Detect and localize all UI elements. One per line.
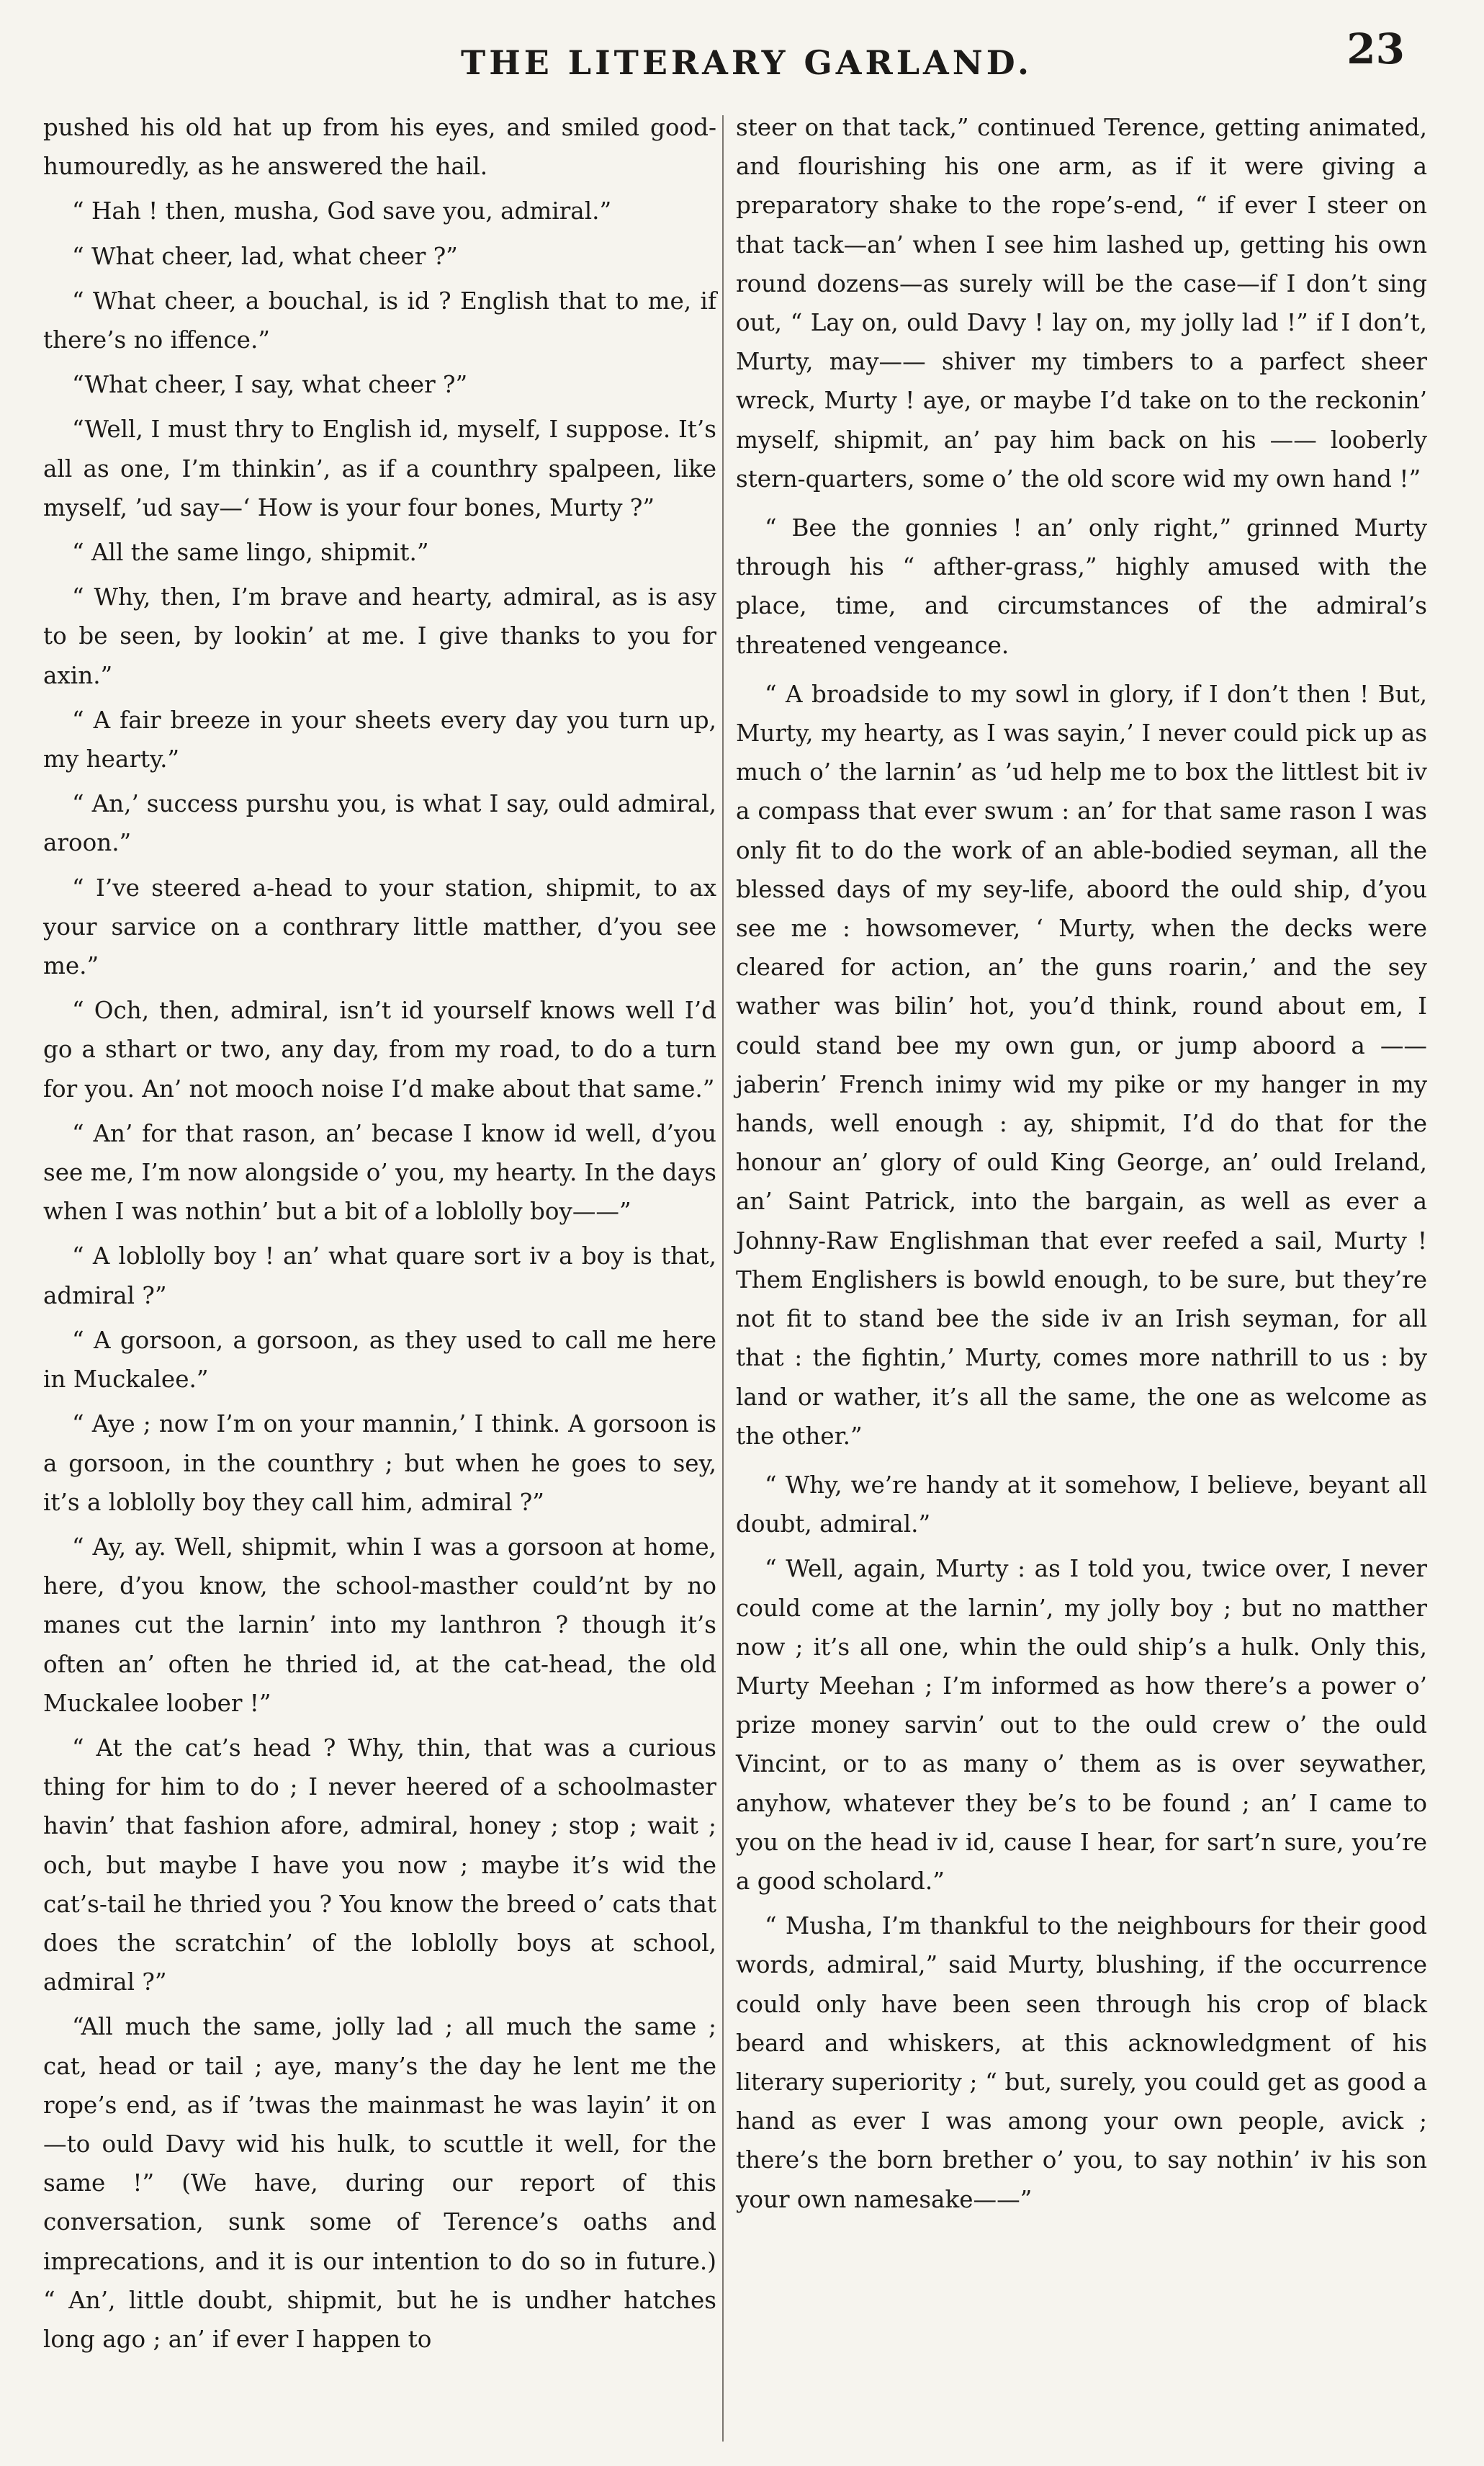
paragraph: “ Hah ! then, musha, God save you, admiral.” <box>72 197 612 225</box>
paragraph: “ A fair breeze in your sheets every day you turn up, my hearty.” <box>43 706 716 774</box>
paragraph: “ Why, then, I’m brave and hearty, admiral, as is asy to be seen, by lookin’ at me. I give thanks to you for axin.” <box>43 583 716 689</box>
paragraph: “ At the cat’s head ? Why, thin, that was a curious thing for him to do ; I never heered of a schoolmaster havin’ that fashion afore, admiral, honey ; stop ; wait ; och, but maybe I have you now ; maybe it’s wid the cat’s-tail he thried you ? You know the breed o’ cats that does the scratchin’ of the loblolly boys at school, admiral ?” <box>43 1734 716 1996</box>
paragraph: “ Why, we’re handy at it somehow, I believe, beyant all doubt, admiral.” <box>736 1471 1427 1538</box>
paragraph: “ A loblolly boy ! an’ what quare sort iv a boy is that, admiral ?” <box>43 1242 716 1309</box>
paragraph: “ Well, again, Murty : as I told you, twice over, I never could come at the larnin’, my jolly boy ; but no matther now ; it’s all one, whin the ould ship’s a hulk. Only this, Murty Meehan ; I’m informed as how there’s a power o’ prize money sarvin’ out to the ould crew o’ the ould Vincint, or to as many o’ them as is over seywather, anyhow, whatever they be’s to be found ; an’ I came to you on the head iv id, cause I hear, for sart’n sure, you’re a good scholard.” <box>736 1555 1427 1895</box>
paragraph: “ I’ve steered a-head to your station, shipmit, to ax your sarvice on a conthrary little matther, d’you see me.” <box>43 874 716 980</box>
running-title: THE LITERARY GARLAND. <box>461 43 1033 82</box>
paragraph: “ All the same lingo, shipmit.” <box>72 539 429 567</box>
right-column <box>736 108 1427 2225</box>
page-header <box>0 22 1484 86</box>
paragraph: “ An,’ success purshu you, is what I say, ould admiral, aroon.” <box>43 790 716 857</box>
paragraph: “All much the same, jolly lad ; all much the same ; cat, head or tail ; aye, many’s the day he lent me the rope’s end, as if ’twas the mainmast he was layin’ it on—to ould Davy wid his hulk, to scuttle it well, for the same !” (We have, during our report of this conversation, sunk some of Terence’s oaths and imprecations, and it is our intention to do so in future.) “ An’, little doubt, shipmit, but he is undher hatches long ago ; an’ if ever I happen to <box>43 2013 716 2353</box>
paragraph: pushed his old hat up from his eyes, and smiled good-humouredly, as he answered the hail. <box>43 114 716 181</box>
paragraph: “What cheer, I say, what cheer ?” <box>72 371 468 399</box>
paragraph: “ A gorsoon, a gorsoon, as they used to call me here in Muckalee.” <box>43 1326 716 1394</box>
paragraph: “ Och, then, admiral, isn’t id yourself knows well I’d go a sthart or two, any day, from my road, to do a turn for you. An’ not mooch noise I’d make about that same.” <box>43 997 716 1103</box>
paragraph: “ An’ for that rason, an’ becase I know id well, d’you see me, I’m now alongside o’ you, my hearty. In the days when I was nothin’ but a bit of a loblolly boy——” <box>43 1119 716 1226</box>
paragraph: “ Aye ; now I’m on your mannin,’ I think. A gorsoon is a gorsoon, in the counthry ; but when he goes to sey, it’s a loblolly boy they call him, admiral ?” <box>43 1410 716 1516</box>
paragraph: “ Musha, I’m thankful to the neighbours for their good words, admiral,” said Murty, blushing, if the occurrence could only have been seen through his crop of black beard and whiskers, at this acknowledgment of his literary superiority ; “ but, surely, you could get as good a hand as ever I was among your own people, avick ; there’s the born brether o’ you, to say nothin’ iv his son your own namesake——” <box>736 1912 1427 2213</box>
left-column <box>43 108 716 2364</box>
paragraph: “ What cheer, lad, what cheer ?” <box>72 242 458 270</box>
paragraph: “ Ay, ay. Well, shipmit, whin I was a gorsoon at home, here, d’you know, the school-masther could’nt by no manes cut the larnin’ into my lanthron ? though it’s often an’ often he thried id, at the cat-head, the old Muckalee loober !” <box>43 1533 716 1717</box>
paragraph: “ What cheer, a bouchal, is id ? English that to me, if there’s no iffence.” <box>43 287 716 354</box>
paragraph: “ Bee the gonnies ! an’ only right,” grinned Murty through his “ afther-grass,” highly amused with the place, time, and circumstances of the admiral’s threatened vengeance. <box>736 514 1427 659</box>
column-divider <box>722 115 724 2442</box>
paragraph: “ A broadside to my sowl in glory, if I don’t then ! But, Murty, my hearty, as I was sayin,’ I never could pick up as much o’ the larnin’ as ’ud help me to box the littlest bit iv a compass that ever swum : an’ for that same rason I was only fit to do the work of an able-bodied seyman, all the blessed days of my sey-life, aboord the ould ship, d’you see me : howsomever, ‘ Murty, when the decks were cleared for action, an’ the guns roarin,’ and the sey wather was bilin’ hot, you’d think, round about em, I could stand bee my own gun, or jump aboord a —— jaberin’ French inimy wid my pike or my hanger in my hands, well enough : ay, shipmit, I’d do that for the honour an’ glory of ould King George, an’ ould Ireland, an’ Saint Patrick, into the bargain, as well as ever a Johnny-Raw Englishman that ever reefed a sail, Murty ! Them Englishers is bowld enough, to be sure, but they’re not fit to stand bee the side iv an Irish seyman, for all that : the fightin,’ Murty, comes more nathrill to us : by land or wather, it’s all the same, the one as welcome as the other.” <box>736 680 1427 1450</box>
page-number: 23 <box>1346 24 1405 73</box>
paragraph: “Well, I must thry to English id, myself, I suppose. It’s all as one, I’m thinkin’, as if a counthry spalpeen, like myself, ’ud say—‘ How is your four bones, Murty ?” <box>43 416 716 521</box>
paragraph: steer on that tack,” continued Terence, getting animated, and flourishing his one arm, as if it were giving a preparatory shake to the rope’s-end, “ if ever I steer on that tack—an’ when I see him lashed up, getting his own round dozens—as surely will be the case—if I don’t sing out, “ Lay on, ould Davy ! lay on, my jolly lad !” if I don’t, Murty, may—— shiver my timbers to a parfect sheer wreck, Murty ! aye, or maybe I’d take on to the reckonin’ myself, shipmit, an’ pay him back on his —— looberly stern-quarters, some o’ the old score wid my own hand !” <box>736 114 1427 493</box>
